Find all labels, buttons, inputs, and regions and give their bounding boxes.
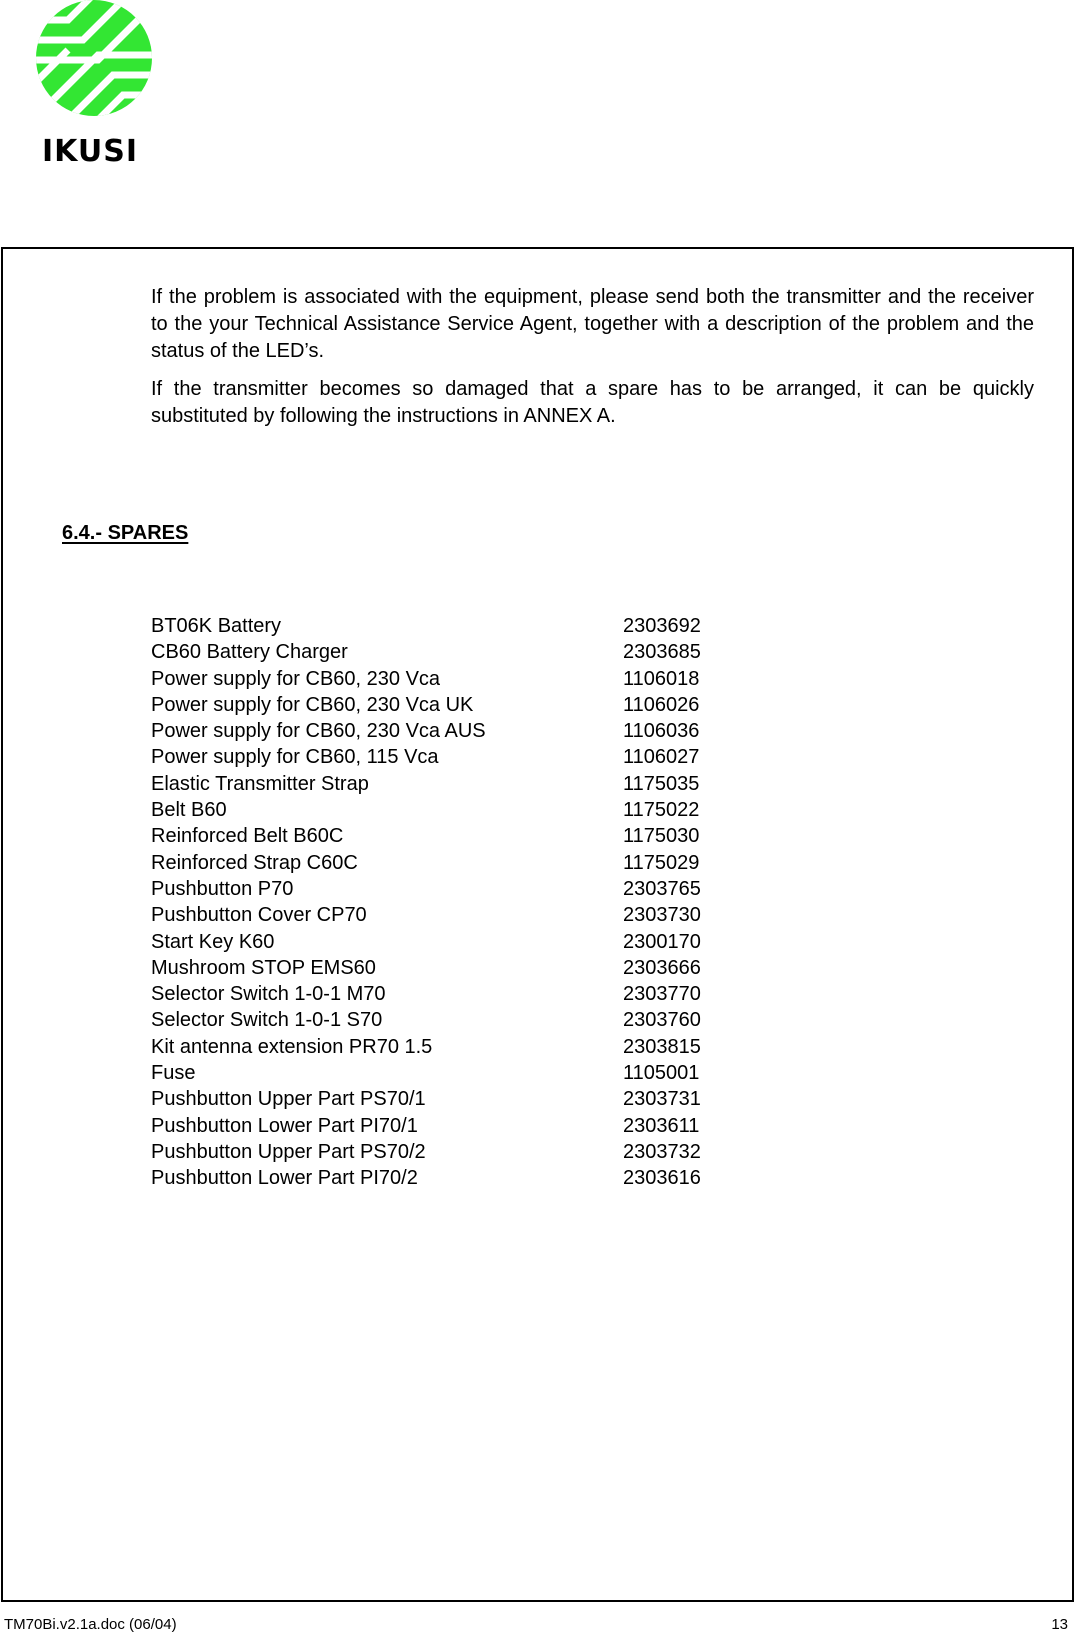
spare-code: 2303732 — [623, 1140, 701, 1163]
spare-row — [151, 744, 711, 770]
spare-name: Power supply for CB60, 230 Vca AUS — [151, 720, 486, 743]
spare-row — [151, 902, 711, 928]
spare-code: 1106026 — [623, 693, 700, 716]
spare-code: 2303765 — [623, 877, 701, 900]
spare-name: Pushbutton P70 — [151, 877, 294, 900]
spare-code: 1175029 — [623, 851, 700, 874]
spare-name: Start Key K60 — [151, 930, 275, 953]
spare-code: 1105001 — [623, 1062, 700, 1085]
spare-code: 2300170 — [623, 930, 701, 953]
spare-code: 1106036 — [623, 720, 700, 743]
spare-name: Mushroom STOP EMS60 — [151, 956, 376, 979]
spare-code: 2303760 — [623, 1009, 701, 1032]
spares-list — [151, 613, 711, 1192]
spare-name: Selector Switch 1-0-1 M70 — [151, 983, 386, 1006]
spare-name: Pushbutton Lower Part PI70/1 — [151, 1114, 418, 1137]
spare-name: Kit antenna extension PR70 1.5 — [151, 1035, 433, 1058]
spare-row — [151, 771, 711, 797]
spare-name: Pushbutton Upper Part PS70/1 — [151, 1088, 426, 1111]
spare-row — [151, 666, 711, 692]
section-title: 6.4.- SPARES — [62, 522, 189, 544]
spare-name: Pushbutton Cover CP70 — [151, 904, 367, 927]
spare-row — [151, 1034, 711, 1060]
spare-row — [151, 613, 711, 639]
spare-name: Power supply for CB60, 230 Vca — [151, 667, 441, 690]
spare-name: Pushbutton Lower Part PI70/2 — [151, 1167, 418, 1190]
footer-page-number: 13 — [1051, 1616, 1068, 1633]
spare-code: 1175022 — [623, 799, 700, 822]
spare-name: Power supply for CB60, 115 Vca — [151, 746, 439, 769]
spare-row — [151, 718, 711, 744]
spare-name: Selector Switch 1-0-1 S70 — [151, 1009, 383, 1032]
spare-code: 2303815 — [623, 1035, 701, 1058]
spare-row — [151, 1060, 711, 1086]
spare-code: 2303692 — [623, 615, 701, 637]
spare-code: 1175030 — [623, 825, 700, 848]
spare-row — [151, 1007, 711, 1033]
spare-code: 1106018 — [623, 667, 700, 690]
spare-name: Power supply for CB60, 230 Vca UK — [151, 693, 474, 716]
spare-row — [151, 1086, 711, 1112]
spare-row — [151, 981, 711, 1007]
spare-name: BT06K Battery — [151, 615, 282, 637]
spare-row — [151, 797, 711, 823]
spare-row — [151, 1165, 711, 1191]
spare-name: Reinforced Belt B60C — [151, 825, 344, 848]
body-paragraph-1: If the problem is associated with the equipment, please send both the transmitter and the receiver to the your Technical Assistance Service Agent, together with a description of the problem and the status of the LED’s. — [151, 286, 1034, 362]
spare-name: Belt B60 — [151, 799, 227, 822]
body-paragraph-2: If the transmitter becomes so damaged that a spare has to be arranged, it can be quickly substituted by following the instructions in ANNEX A. — [151, 378, 1034, 427]
spare-row — [151, 929, 711, 955]
spare-code: 2303731 — [623, 1088, 701, 1111]
spare-code: 2303611 — [623, 1114, 700, 1137]
spare-code: 1106027 — [623, 746, 700, 769]
spare-name: Reinforced Strap C60C — [151, 851, 358, 874]
spare-name: Pushbutton Upper Part PS70/2 — [151, 1140, 426, 1163]
spare-row — [151, 692, 711, 718]
logo-emblem-icon — [28, 0, 158, 135]
spare-name: Fuse — [151, 1062, 196, 1085]
footer-doc-ref: TM70Bi.v2.1a.doc (06/04) — [4, 1616, 177, 1633]
spare-code: 2303666 — [623, 956, 701, 979]
logo-wordmark: IKUSI — [42, 134, 139, 169]
spare-row — [151, 876, 711, 902]
spare-row — [151, 850, 711, 876]
spare-row — [151, 955, 711, 981]
spare-row — [151, 1113, 711, 1139]
spare-name: CB60 Battery Charger — [151, 641, 348, 664]
spare-row — [151, 639, 711, 665]
spare-row — [151, 823, 711, 849]
spare-code: 2303770 — [623, 983, 701, 1006]
spare-code: 2303730 — [623, 904, 701, 927]
spare-row — [151, 1139, 711, 1165]
spare-code: 2303685 — [623, 641, 701, 664]
spare-code: 2303616 — [623, 1167, 701, 1190]
spare-code: 1175035 — [623, 772, 700, 795]
spare-name: Elastic Transmitter Strap — [151, 772, 369, 795]
